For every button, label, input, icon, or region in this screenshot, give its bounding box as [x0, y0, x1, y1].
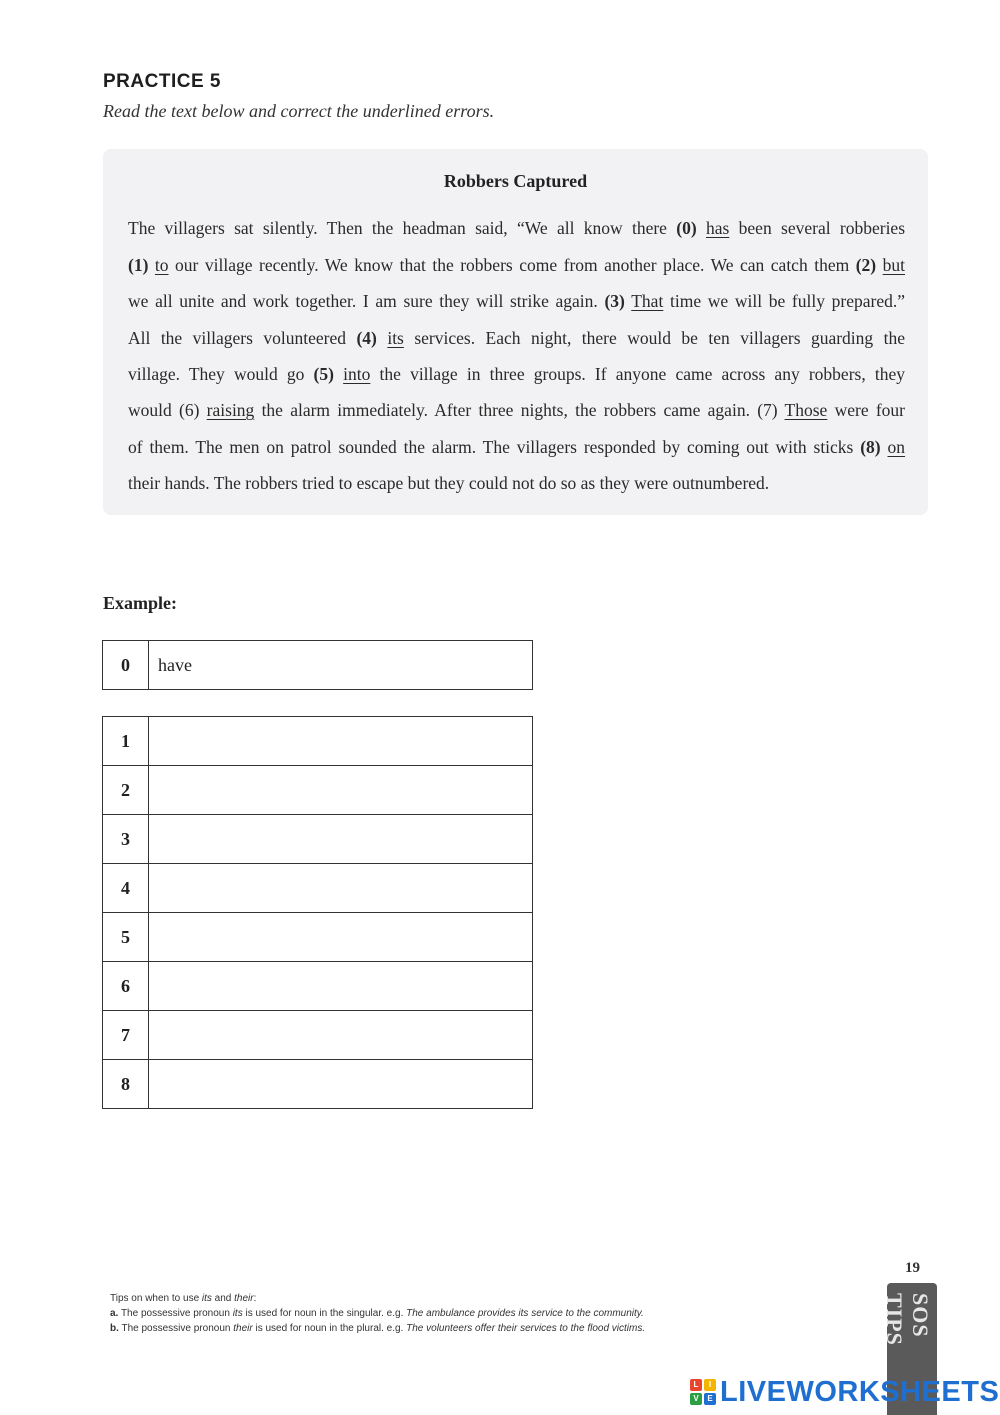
example-row: [103, 641, 533, 690]
text-run: services. Each night, there would be ten villagers guarding the: [403, 328, 906, 348]
story-box: [103, 149, 928, 515]
answer-number: 4: [103, 864, 149, 913]
liveworksheets-logo-icon: [690, 1379, 716, 1405]
answer-row: [103, 962, 533, 1011]
answer-field[interactable]: [149, 962, 533, 1011]
answer-row: [103, 864, 533, 913]
italic-text: The ambulance provides its service to the community.: [406, 1308, 644, 1319]
answer-field[interactable]: [149, 913, 533, 962]
example-table: [102, 640, 533, 690]
text-run: their hands. The robbers tried to escape but they could not do so as they were outnumbered.: [128, 473, 770, 493]
underlined-error: has: [706, 218, 730, 238]
story-line: [128, 436, 905, 458]
item-marker: (4): [356, 328, 377, 348]
page-number: 19: [905, 1260, 920, 1276]
text-run: The possessive pronoun: [118, 1323, 234, 1334]
item-marker: a.: [110, 1308, 119, 1319]
underlined-error: That: [631, 291, 664, 311]
text-run: [697, 218, 706, 238]
answer-row: [103, 913, 533, 962]
text-run: [334, 364, 343, 384]
answer-row: [103, 766, 533, 815]
logo-mark-tile: E: [704, 1393, 716, 1405]
text-run: would (6): [128, 400, 207, 420]
item-marker: (2): [855, 255, 877, 275]
text-run: All the villagers volunteered: [128, 328, 357, 348]
answer-field[interactable]: [149, 1011, 533, 1060]
item-marker: (0): [676, 218, 697, 238]
answer-field[interactable]: [149, 717, 533, 766]
text-run: is used for noun in the plural. e.g.: [252, 1323, 407, 1334]
text-run: village. They would go: [128, 364, 314, 384]
answer-number: 1: [103, 717, 149, 766]
text-run: [377, 328, 387, 348]
answer-number: 3: [103, 815, 149, 864]
italic-text: their: [234, 1293, 254, 1304]
italic-text: their: [233, 1323, 253, 1334]
answer-field[interactable]: [149, 766, 533, 815]
item-marker: (8): [860, 437, 881, 457]
answer-row: [103, 815, 533, 864]
underlined-error: Those: [784, 400, 828, 420]
liveworksheets-logo: [690, 1374, 999, 1410]
item-marker: (5): [313, 364, 334, 384]
answer-row: [103, 1060, 533, 1109]
text-run: and: [211, 1293, 235, 1304]
liveworksheets-logo-text: LIVEWORKSHEETS: [720, 1375, 1000, 1408]
practice-instruction: Read the text below and correct the underlined errors.: [103, 101, 495, 121]
text-run: we all unite and work together. I am sure they will strike again.: [128, 291, 605, 311]
underlined-error: its: [387, 328, 404, 348]
story-line: [128, 327, 905, 349]
answer-number: 2: [103, 766, 149, 815]
example-number: 0: [103, 641, 149, 690]
underlined-error: raising: [206, 400, 255, 420]
logo-mark-tile: I: [704, 1379, 716, 1391]
text-run: The villagers sat silently. Then the headman said, “We all know there: [128, 218, 677, 238]
italic-text: its: [232, 1308, 243, 1319]
practice-heading: PRACTICE 5: [103, 71, 221, 92]
text-run: is used for noun in the singular. e.g.: [242, 1308, 407, 1319]
answer-field[interactable]: [149, 815, 533, 864]
story-line: [128, 290, 905, 312]
answer-field[interactable]: [149, 864, 533, 913]
tip-item: [110, 1321, 645, 1336]
text-run: were four: [827, 400, 905, 420]
story-line: [128, 217, 905, 239]
sos-tips-label: SOS TIPS: [882, 1293, 933, 1346]
answer-number: 5: [103, 913, 149, 962]
answer-table: [102, 716, 533, 1109]
item-marker: b.: [110, 1323, 119, 1334]
text-run: Tips on when to use: [110, 1293, 202, 1304]
answer-number: 7: [103, 1011, 149, 1060]
answer-number: 8: [103, 1060, 149, 1109]
answer-row: [103, 1011, 533, 1060]
underlined-error: but: [882, 255, 906, 275]
story-line: [128, 472, 905, 494]
text-run: [881, 437, 888, 457]
text-run: our village recently. We know that the robbers come from another place. We can catch them: [168, 255, 856, 275]
underlined-error: on: [887, 437, 906, 457]
text-run: time we will be fully prepared.”: [663, 291, 905, 311]
text-run: of them. The men on patrol sounded the alarm. The villagers responded by coming out with sticks: [128, 437, 861, 457]
answer-number: 6: [103, 962, 149, 1011]
answer-field[interactable]: [149, 1060, 533, 1109]
logo-mark-tile: L: [690, 1379, 702, 1391]
text-run: The possessive pronoun: [118, 1308, 233, 1319]
item-marker: (1): [128, 255, 149, 275]
example-label: Example:: [103, 593, 177, 613]
italic-text: The volunteers offer their services to the flood victims.: [406, 1323, 646, 1334]
text-run: the alarm immediately. After three nights, the robbers came again. (7): [254, 400, 785, 420]
example-answer: have: [149, 641, 533, 690]
text-run: :: [253, 1293, 257, 1304]
text-run: been several robberies: [729, 218, 906, 238]
logo-mark-tile: V: [690, 1393, 702, 1405]
item-marker: (3): [604, 291, 625, 311]
story-line: [128, 363, 905, 385]
underlined-error: into: [343, 364, 371, 384]
tips-note: [110, 1291, 645, 1336]
text-run: the village in three groups. If anyone came across any robbers, they: [370, 364, 906, 384]
tip-item: [110, 1306, 645, 1321]
story-title: Robbers Captured: [443, 171, 588, 191]
story-line: [128, 254, 905, 276]
underlined-error: to: [154, 255, 169, 275]
italic-text: its: [201, 1293, 212, 1304]
story-line: [128, 399, 905, 421]
answer-row: [103, 717, 533, 766]
tips-title: [110, 1291, 645, 1306]
